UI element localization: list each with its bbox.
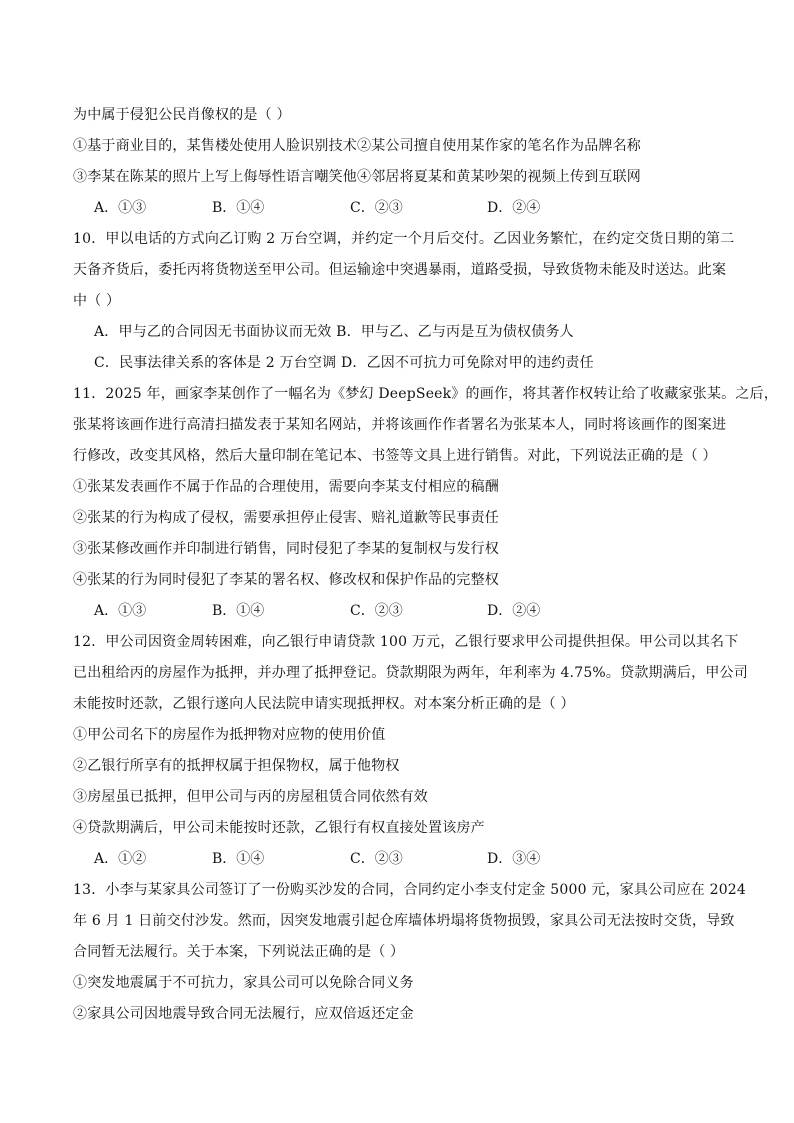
q9-option-a[interactable]: A．①③ [94, 200, 147, 216]
q9-option-c[interactable]: C．②③ [350, 200, 403, 216]
q12-option-c[interactable]: C．②③ [350, 851, 403, 867]
q13-stem-line-3: 合同暂无法履行。关于本案，下列说法正确的是（ ） [73, 944, 405, 960]
q12-stem-line-1: 12．甲公司因资金周转困难，向乙银行申请贷款 100 万元，乙银行要求甲公司提供担保。甲公司以其名下 [73, 634, 739, 650]
q11-stem-line-3: 行修改，改变其风格，然后大量印制在笔记本、书签等文具上进行销售。对此，下列说法正确的是（ ） [73, 448, 717, 464]
q11-item-3: ③张某修改画作并印制进行销售，同时侵犯了李某的复制权与发行权 [73, 541, 499, 557]
q13-item-1: ①突发地震属于不可抗力，家具公司可以免除合同义务 [73, 975, 414, 991]
q12-stem-line-2: 已出租给丙的房屋作为抵押，并办理了抵押登记。贷款期限为两年，年利率为 4.75%。贷款期满后，甲公司 [73, 665, 748, 681]
q13-stem-line-1: 13．小李与某家具公司签订了一份购买沙发的合同，合同约定小李支付定金 5000 元，家具公司应在 2024 [73, 882, 747, 898]
q11-option-c[interactable]: C．②③ [350, 603, 403, 619]
q10-options-row-1[interactable]: A．甲与乙的合同因无书面协议而无效 B．甲与乙、乙与丙是互为债权债务人 [94, 324, 574, 340]
q11-item-1: ①张某发表画作不属于作品的合理使用，需要向李某支付相应的稿酬 [73, 479, 499, 495]
q9-item-1: ①基于商业目的，某售楼处使用人脸识别技术②某公司擅自使用某作家的笔名作为品牌名称 [73, 138, 641, 154]
q11-stem-line-1: 11．2025 年，画家李某创作了一幅名为《梦幻 DeepSeek》的画作，将其著作权转让给了收藏家张某。之后， [73, 386, 778, 402]
q11-item-4: ④张某的行为同时侵犯了李某的署名权、修改权和保护作品的完整权 [73, 572, 499, 588]
q12-option-d[interactable]: D．③④ [487, 851, 541, 867]
q12-stem-line-3: 未能按时还款，乙银行遂向人民法院申请实现抵押权。对本案分析正确的是（ ） [73, 696, 575, 712]
q12-item-4: ④贷款期满后，甲公司未能按时还款，乙银行有权直接处置该房产 [73, 820, 485, 836]
q11-option-b[interactable]: B．①④ [212, 603, 265, 619]
q12-option-a[interactable]: A．①② [94, 851, 147, 867]
q11-stem-line-2: 张某将该画作进行高清扫描发表于某知名网站，并将该画作作者署名为张某本人，同时将该画作的图案进 [73, 417, 727, 433]
q10-stem-line-3: 中（ ） [73, 293, 121, 309]
q10-options-row-2[interactable]: C．民事法律关系的客体是 2 万台空调 D．乙因不可抗力可免除对甲的违约责任 [94, 355, 594, 371]
q13-item-2: ②家具公司因地震导致合同无法履行，应双倍返还定金 [73, 1006, 414, 1022]
q11-item-2: ②张某的行为构成了侵权，需要承担停止侵害、赔礼道歉等民事责任 [73, 510, 499, 526]
q12-item-1: ①甲公司名下的房屋作为抵押物对应物的使用价值 [73, 727, 386, 743]
q9-stem-tail: 为中属于侵犯公民肖像权的是（ ） [73, 107, 291, 123]
q9-option-b[interactable]: B．①④ [212, 200, 265, 216]
q9-option-d[interactable]: D．②④ [487, 200, 541, 216]
q10-stem-line-1: 10．甲以电话的方式向乙订购 2 万台空调，并约定一个月后交付。乙因业务繁忙，在约定交货日期的第二 [73, 231, 735, 247]
q12-item-2: ②乙银行所享有的抵押权属于担保物权，属于他物权 [73, 758, 400, 774]
q10-stem-line-2: 天备齐货后，委托丙将货物送至甲公司。但运输途中突遇暴雨，道路受损，导致货物未能及时送达。此案 [73, 262, 727, 278]
q12-option-b[interactable]: B．①④ [212, 851, 265, 867]
q11-option-d[interactable]: D．②④ [487, 603, 541, 619]
q12-item-3: ③房屋虽已抵押，但甲公司与丙的房屋租赁合同依然有效 [73, 789, 428, 805]
q11-option-a[interactable]: A．①③ [94, 603, 147, 619]
q9-item-2: ③李某在陈某的照片上写上侮辱性语言嘲笑他④邻居将夏某和黄某吵架的视频上传到互联网 [73, 169, 641, 185]
q13-stem-line-2: 年 6 月 1 日前交付沙发。然而，因突发地震引起仓库墙体坍塌将货物损毁，家具公司无法按时交货，导致 [73, 913, 735, 929]
